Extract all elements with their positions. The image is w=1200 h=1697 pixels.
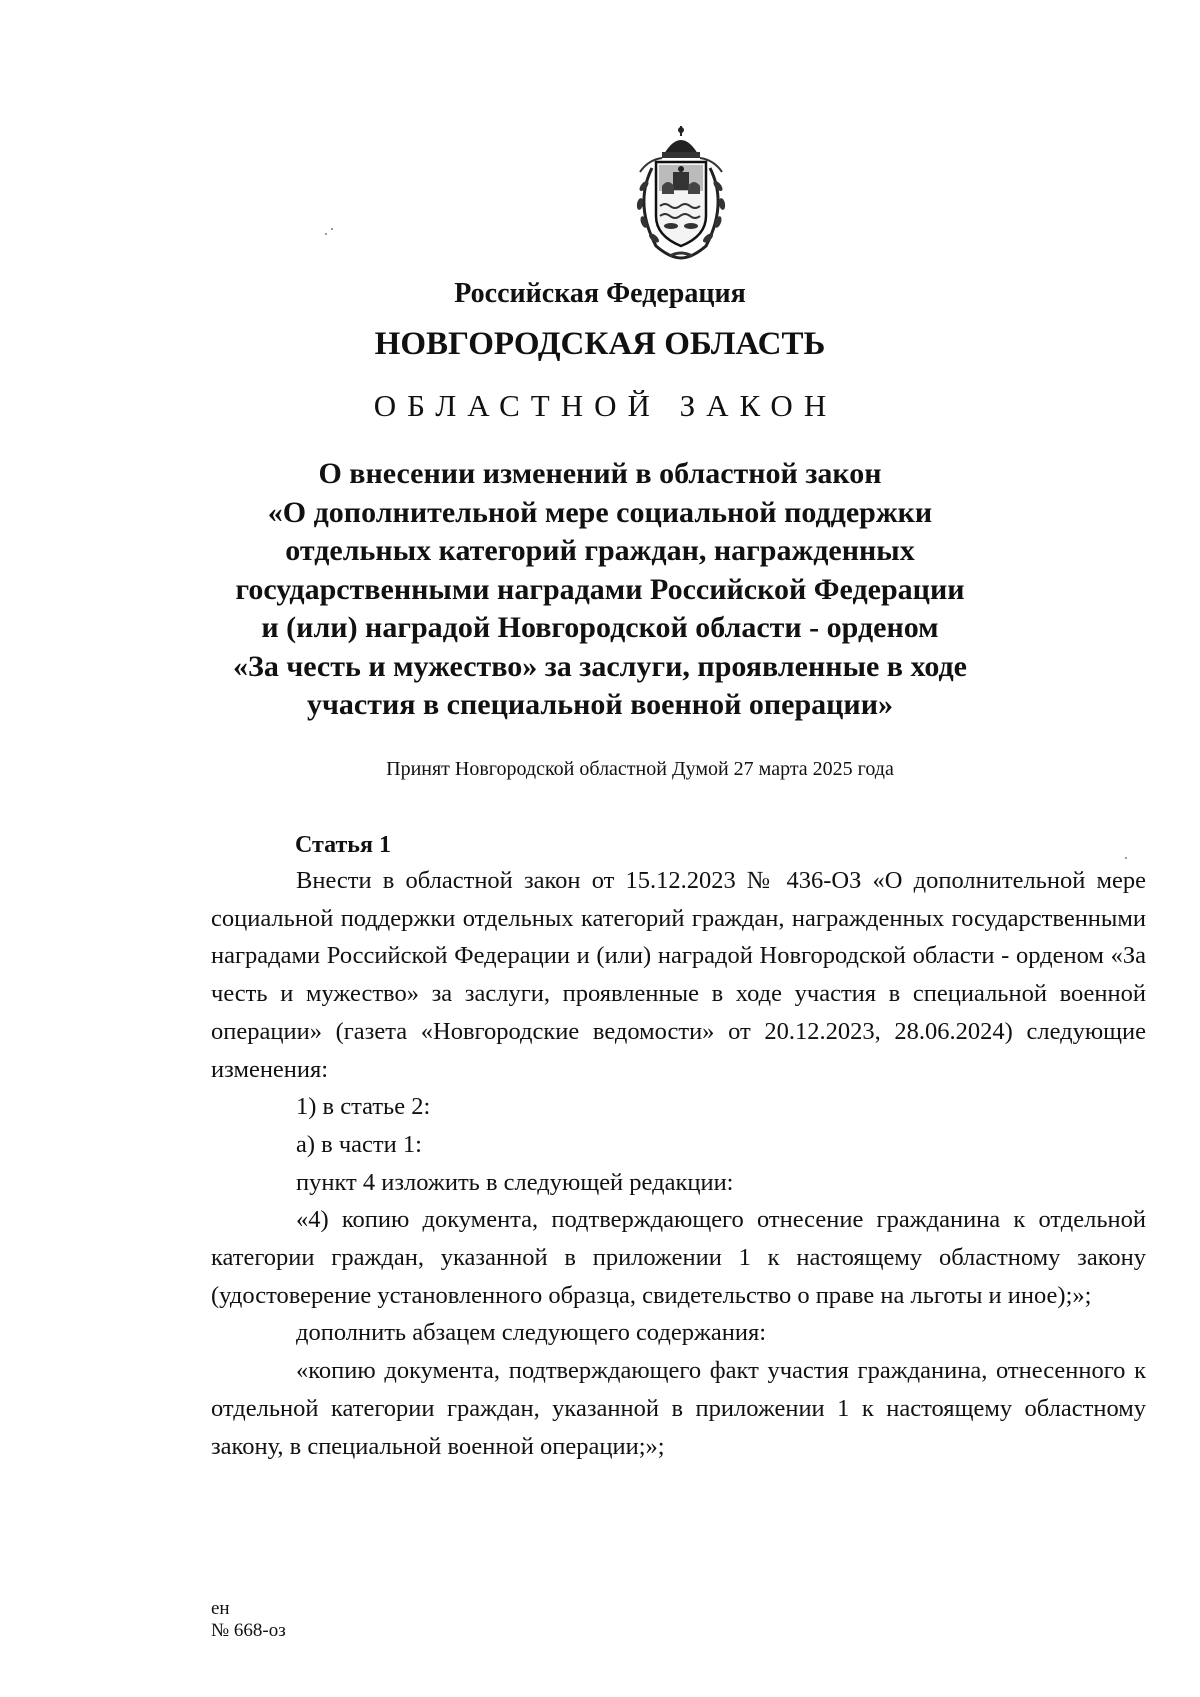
article-paragraph: «4) копию документа, подтверждающего отнесение гражданина к отдельной категории граждан, указанной в приложении 1 к настоящему областному закону (удостоверение установленного образца, свидетельство о праве на льготы и иное);»; <box>211 1206 1146 1309</box>
country-name: Российская Федерация <box>454 278 746 309</box>
scan-speck <box>331 228 333 230</box>
article-paragraph: а) в части 1: <box>296 1130 422 1158</box>
scan-speck <box>1125 857 1127 859</box>
law-title <box>150 455 1050 725</box>
title-line: участия в специальной военной операции» <box>306 688 893 721</box>
footer-registry <box>211 1598 286 1642</box>
title-line: «О дополнительной мере социальной поддержки <box>267 495 933 529</box>
novgorod-coat-of-arms-emblem <box>626 124 736 264</box>
footer-initials: ен <box>211 1598 230 1619</box>
article-paragraph: пункт 4 изложить в следующей редакции: <box>296 1168 734 1196</box>
title-line: О внесении изменений в областной закон <box>318 457 882 490</box>
article-paragraph: Внести в областной закон от 15.12.2023 № 436-ОЗ «О дополнительной мере социальной поддержки отдельных категорий граждан, награжденных государственными наградами Российской Федерации и (или) наградой Новгородской области - орденом «За честь и мужество» за заслуги, проявленные в ходе участия в специальной военной операции» (газета «Новгородские ведомости» от 20.12.2023, 28.06.2024) следующие изменения: <box>211 867 1146 1083</box>
region-name: НОВГОРОДСКАЯ ОБЛАСТЬ <box>374 326 826 362</box>
document-type: ОБЛАСТНОЙ ЗАКОН <box>373 388 838 423</box>
article-paragraph: 1) в статье 2: <box>296 1093 431 1121</box>
title-line: «За честь и мужество» за заслуги, проявленные в ходе <box>232 649 967 683</box>
title-line: и (или) наградой Новгородской области - орденом <box>261 611 939 644</box>
adoption-note: Принят Новгородской областной Думой 27 марта 2025 года <box>386 758 894 780</box>
title-line: отдельных категорий граждан, награжденных <box>285 534 915 567</box>
footer-number: № 668-оз <box>211 1620 286 1641</box>
article-body <box>211 862 1146 1465</box>
scan-speck <box>325 233 327 235</box>
article-paragraph: дополнить абзацем следующего содержания: <box>296 1319 767 1347</box>
article-paragraph: «копию документа, подтверждающего факт участия гражданина, отнесенного к отдельной категории граждан, указанной в приложении 1 к настоящему областному закону, в специальной военной операции;»; <box>211 1357 1146 1460</box>
title-line: государственными наградами Российской Федерации <box>235 572 965 606</box>
article-heading: Статья 1 <box>295 832 391 858</box>
